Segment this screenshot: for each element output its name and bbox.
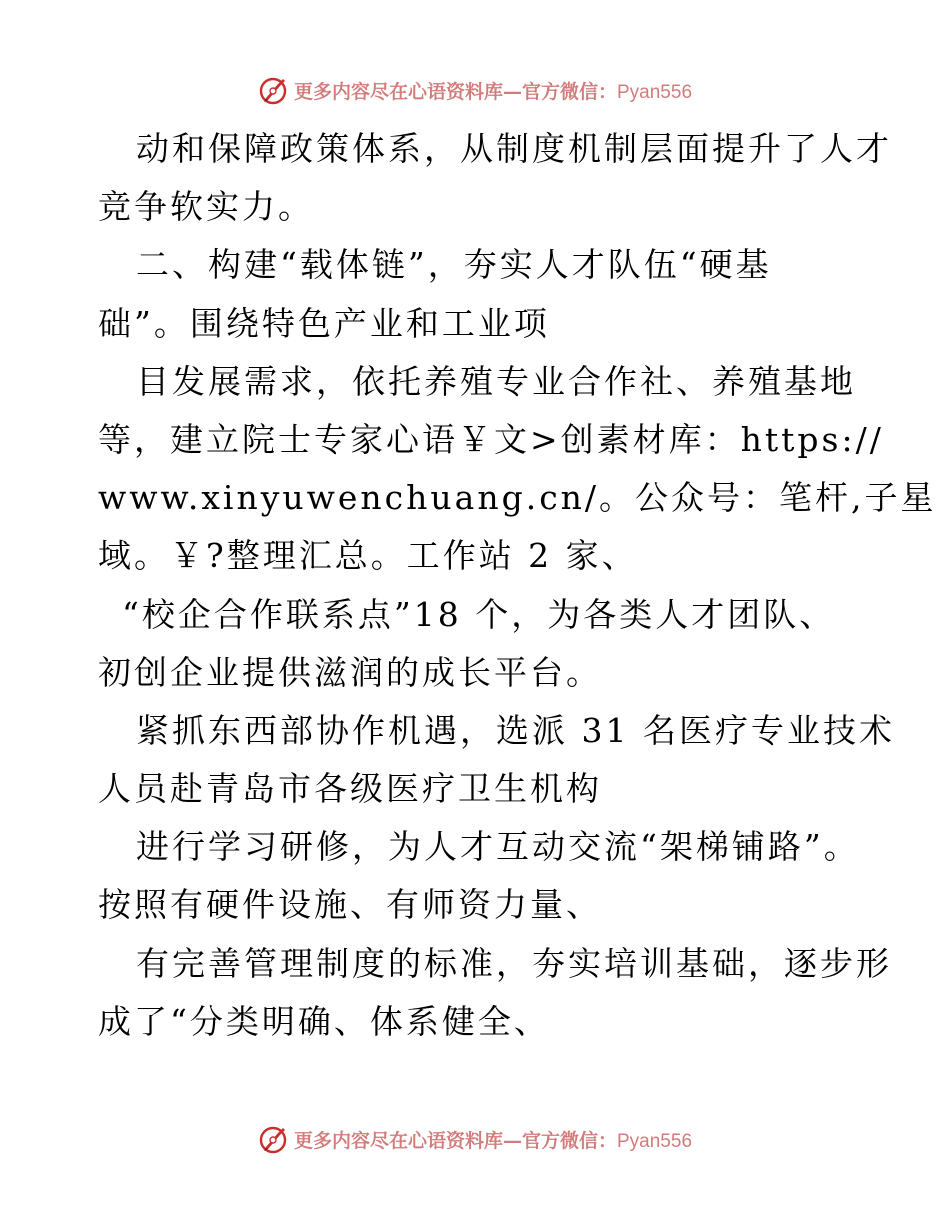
paragraph-line: www.xinyuwenchuang.cn/。公众号：笔杆,子星 bbox=[98, 478, 937, 518]
watermark-text: 更多内容尽在心语资料库—官方微信：Pyan556 bbox=[293, 1129, 693, 1152]
paragraph-line: 有完善管理制度的标准，夯实培训基础，逐步形 bbox=[136, 943, 892, 983]
document-body bbox=[98, 120, 937, 1051]
paragraph-line: 竞争软实力。 bbox=[98, 187, 314, 227]
paragraph-line: 动和保障政策体系，从制度机制层面提升了人才 bbox=[136, 129, 892, 168]
header-watermark bbox=[0, 70, 950, 110]
section-heading-line: 础”。围绕特色产业和工业项 bbox=[98, 303, 550, 343]
pen-nib-logo-icon bbox=[258, 1123, 290, 1155]
paragraph-line: 成了“分类明确、体系健全、 bbox=[98, 1001, 550, 1041]
paragraph-line: 人员赴青岛市各级医疗卫生机构 bbox=[98, 769, 602, 809]
paragraph-line: 按照有硬件设施、有师资力量、 bbox=[98, 885, 602, 925]
section-heading-line: 二、构建“载体链”，夯实人才队伍“硬基 bbox=[136, 245, 772, 285]
paragraph-line: 进行学习研修，为人才互动交流“架梯铺路”。 bbox=[136, 827, 860, 867]
footer-watermark bbox=[0, 1119, 950, 1159]
pen-nib-logo-icon bbox=[258, 74, 290, 106]
paragraph-line: 目发展需求，依托养殖专业合作社、养殖基地 bbox=[136, 361, 856, 401]
paragraph-line: 等，建立院士专家心语￥文>创素材库：https:// bbox=[98, 419, 884, 459]
paragraph-line: 紧抓东西部协作机遇，选派 31 名医疗专业技术 bbox=[136, 710, 895, 750]
paragraph-line: “校企合作联系点”18 个，为各类人才团队、 bbox=[122, 594, 836, 634]
watermark-text: 更多内容尽在心语资料库—官方微信：Pyan556 bbox=[293, 80, 693, 103]
paragraph-line: 初创企业提供滋润的成长平台。 bbox=[98, 652, 602, 692]
paragraph-line: 域。￥?整理汇总。工作站 2 家、 bbox=[98, 536, 638, 576]
